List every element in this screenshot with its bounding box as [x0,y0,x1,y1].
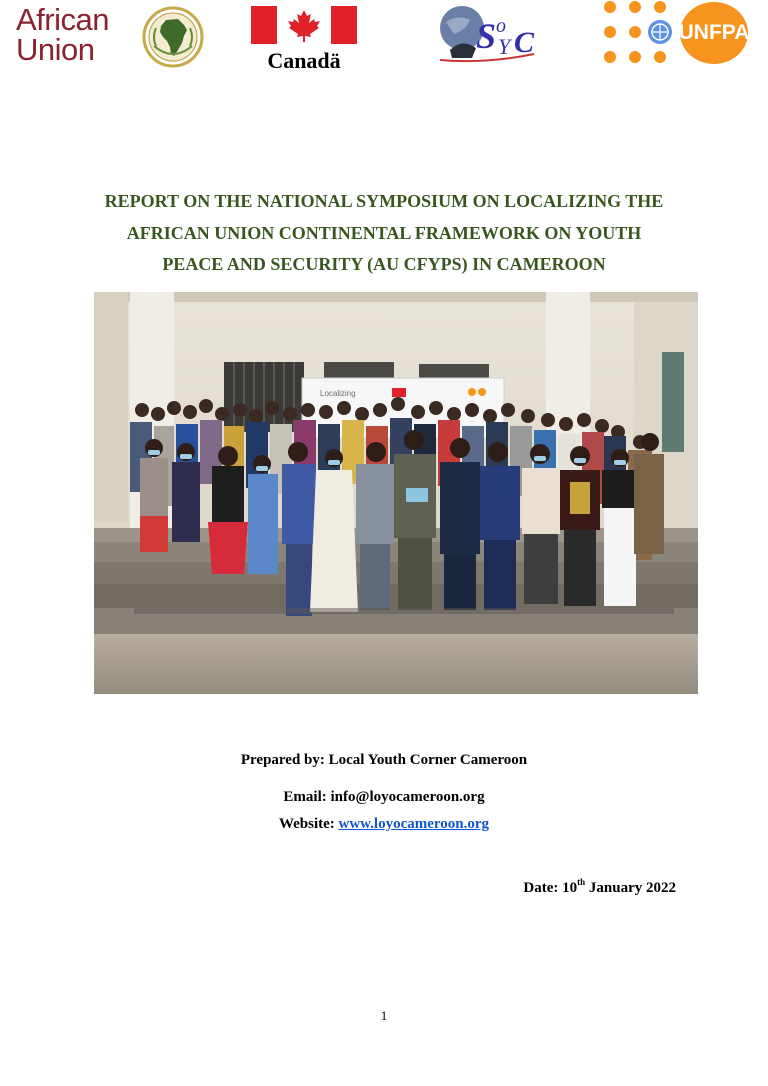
report-title [60,186,708,281]
svg-text:Y: Y [498,34,511,59]
un-dots-icon [600,0,676,68]
group-photo [94,292,698,694]
svg-text:C: C [514,26,535,59]
african-union-logo [16,3,194,69]
african-union-word-1: African [16,2,109,37]
banner-text: Localizing [320,389,356,398]
report-title-line-2: AFRICAN UNION CONTINENTAL FRAMEWORK ON YOUTH [126,222,642,243]
prepared-by: Prepared by: Local Youth Corner Cameroon [240,752,528,768]
report-date [500,879,676,897]
svg-text:S: S [476,16,497,56]
report-title-line-3: PEACE AND SECURITY (AU CFYPS) IN CAMEROON [162,254,606,274]
canada-wordmark: Canadä [267,48,341,73]
website-link[interactable]: www.loyocameroon.org [338,816,490,832]
african-union-wordmark [16,2,109,67]
soyc-logo-icon [436,2,540,64]
date-prefix: Date: 10 [523,880,578,896]
african-union-emblem-icon [140,6,206,68]
website-line [0,815,768,833]
african-union-word-2: Union [16,32,95,67]
page-number: 1 [380,1008,388,1023]
unfpa-logo [600,0,752,68]
email-line: Email: info@loyocameroon.org [283,789,485,805]
soyc-logo [436,2,540,64]
website-label: Website: [278,816,335,832]
report-title-line-1: REPORT ON THE NATIONAL SYMPOSIUM ON LOCALIZING THE [104,191,664,211]
unfpa-badge: UNFPA [680,2,748,64]
svg-text:o: o [496,15,506,37]
canada-flag-icon [251,6,357,44]
canada-logo [248,6,360,74]
date-ordinal-suffix: th [577,877,586,887]
date-rest: January 2022 [588,880,676,896]
